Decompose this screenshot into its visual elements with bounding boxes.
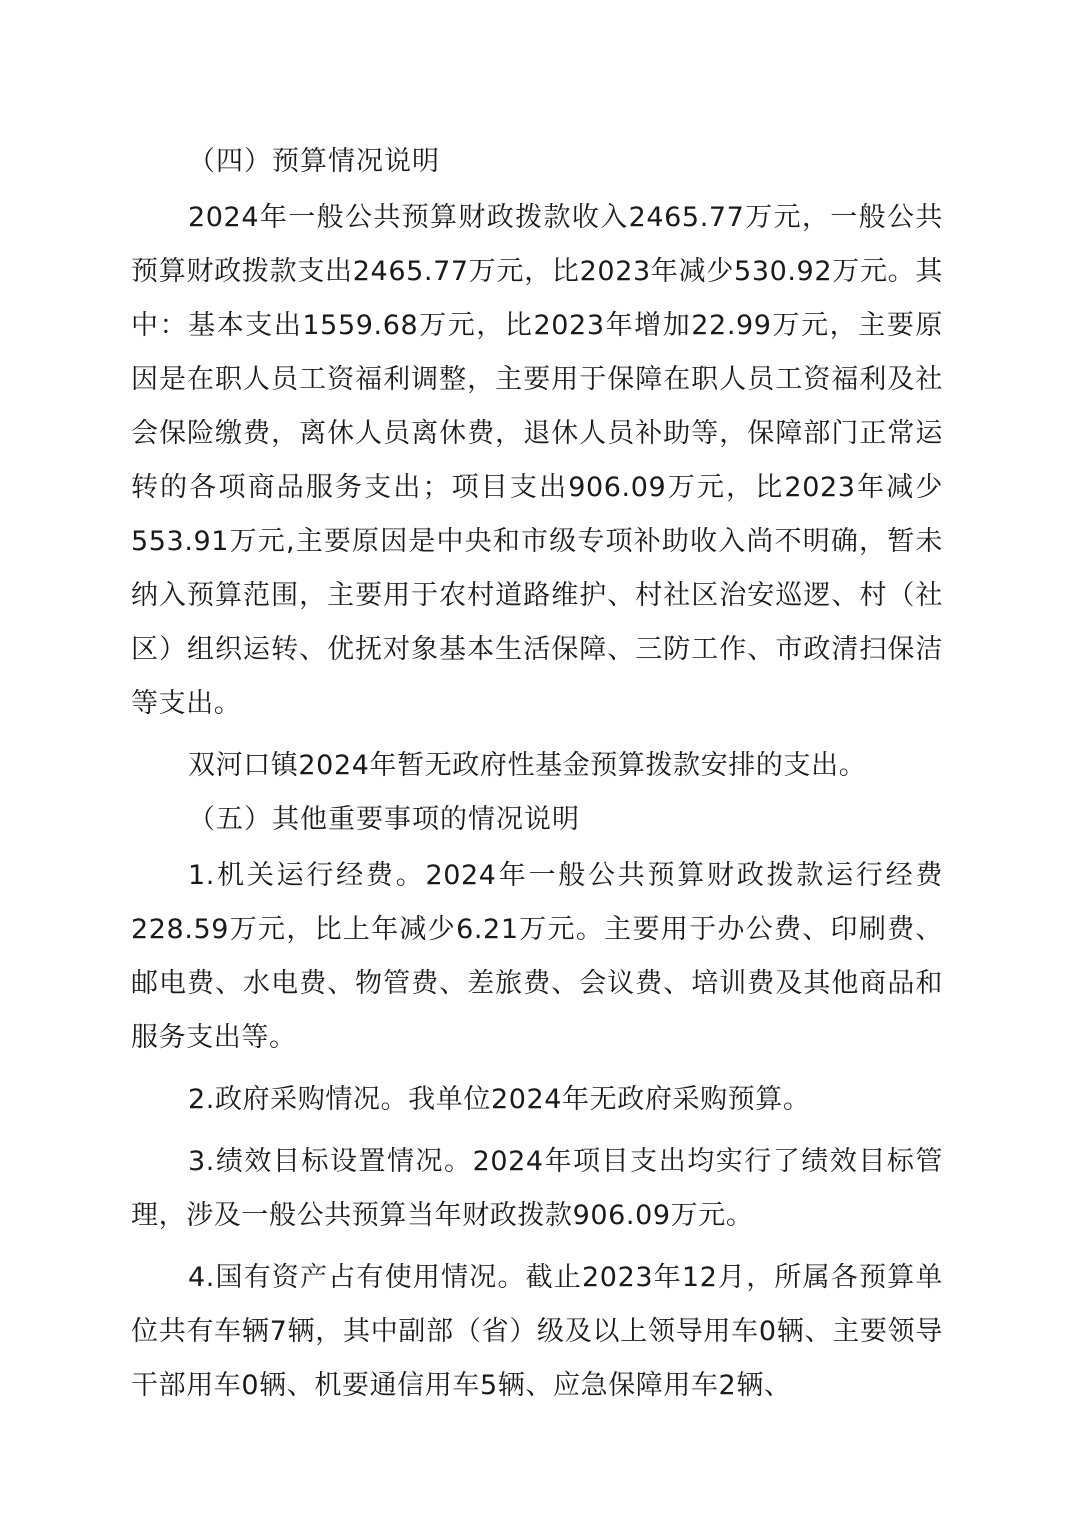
paragraph-budget-summary: 2024年一般公共预算财政拨款收入2465.77万元，一般公共预算财政拨款支出2465.77万元，比2023年减少530.92万元。其中：基本支出1559.68万元，比2023年增加22.99万元，主要原因是在职人员工资福利调整，主要用于保障在职人员工资福利及社会保险缴费，离休人员离休费，退休人员补助等，保障部门正常运转的各项商品服务支出；项目支出906.09万元，比2023年减少553.91万元,主要原因是中央和市级专项补助收入尚不明确，暂未纳入预算范围，主要用于农村道路维护、村社区治安巡逻、村（社区）组织运转、优抚对象基本生活保障、三防工作、市政清扫保洁等支出。 [131, 202, 943, 719]
paragraph-government-fund: 双河口镇2024年暂无政府性基金预算拨款安排的支出。 [188, 750, 867, 781]
section-heading-budget: （四）预算情况说明 [188, 146, 440, 177]
paragraph-performance-targets: 3.绩效目标设置情况。2024年项目支出均实行了绩效目标管理，涉及一般公共预算当年财政拨款906.09万元。 [131, 1146, 943, 1231]
section-heading-other-matters: （五）其他重要事项的情况说明 [188, 804, 580, 835]
paragraph-government-procurement: 2.政府采购情况。我单位2024年无政府采购预算。 [188, 1084, 811, 1115]
document-body [131, 135, 943, 1413]
paragraph-operating-expenses: 1.机关运行经费。2024年一般公共预算财政拨款运行经费228.59万元，比上年减少6.21万元。主要用于办公费、印刷费、邮电费、水电费、物管费、差旅费、会议费、培训费及其他商品和服务支出等。 [131, 860, 943, 1053]
paragraph-state-assets: 4.国有资产占有使用情况。截止2023年12月，所属各预算单位共有车辆7辆，其中副部（省）级及以上领导用车0辆、主要领导干部用车0辆、机要通信用车5辆、应急保障用车2辆、 [131, 1262, 943, 1401]
